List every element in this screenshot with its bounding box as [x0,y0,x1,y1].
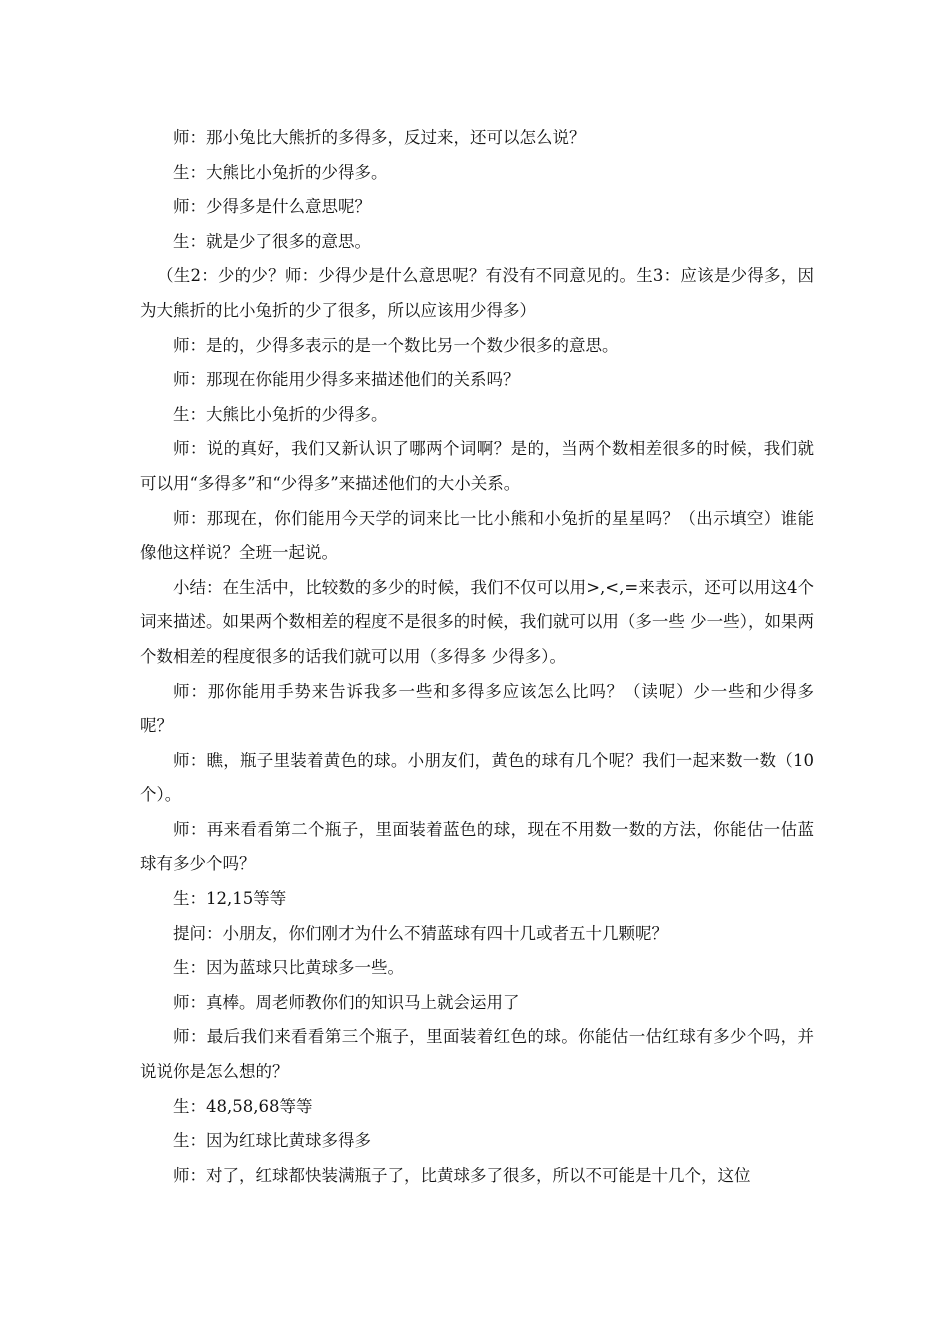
paragraph: 生：因为蓝球只比黄球多一些。 [173,958,404,978]
paragraph: 师：那你能用手势来告诉我多一些和多得多应该怎么比吗？（读呢）少一些和少得多呢？ [140,681,814,736]
paragraph: 师：瞧，瓶子里装着黄色的球。小朋友们，黄色的球有几个呢？我们一起来数一数（10个）。 [140,750,814,805]
paragraph: 师：真棒。周老师教你们的知识马上就会运用了 [173,992,520,1012]
paragraph: 师：那小兔比大熊折的多得多，反过来，还可以怎么说？ [173,128,586,147]
paragraph: 师：少得多是什么意思呢？ [173,197,371,217]
paragraph: 生：就是少了很多的意思。 [173,231,371,251]
paragraph: 师：最后我们来看看第三个瓶子，里面装着红色的球。你能估一估红球有多少个吗，并说说你是怎么想的？ [140,1027,814,1082]
paragraph: 师：那现在你能用少得多来描述他们的关系吗？ [173,370,520,390]
paragraph: 提问：小朋友，你们刚才为什么不猜蓝球有四十几或者五十几颗呢？ [173,923,668,943]
paragraph: 生：因为红球比黄球多得多 [173,1131,371,1151]
paragraph: 生：大熊比小兔折的少得多。 [173,404,388,424]
paragraph: 生：大熊比小兔折的少得多。 [173,162,388,182]
paragraph: 师：说的真好，我们又新认识了哪两个词啊？是的，当两个数相差很多的时候，我们就可以用“多得多”和“少得多”来描述他们的大小关系。 [140,439,814,493]
paragraph: 师：是的，少得多表示的是一个数比另一个数少很多的意思。 [173,335,619,355]
paragraph: 生：12,15等等 [173,889,287,909]
paragraph: （生2：少的少？师：少得少是什么意思呢？有没有不同意见的。生3：应该是少得多，因为大熊折的比小兔折的少了很多，所以应该用少得多） [140,266,814,320]
paragraph: 师：对了，红球都快装满瓶子了，比黄球多了很多，所以不可能是十几个，这位 [173,1165,751,1185]
paragraph: 师：再来看看第二个瓶子，里面装着蓝色的球，现在不用数一数的方法，你能估一估蓝球有多少个吗？ [140,819,814,874]
document-body [140,121,814,1193]
paragraph: 生：48,58,68等等 [173,1096,313,1116]
summary-paragraph: 小结：在生活中，比较数的多少的时候，我们不仅可以用>,<,=来表示，还可以用这4个词来描述。如果两个数相差的程度不是很多的时候，我们就可以用（多一些 少一些），如果两个数相差的程度很多的话我们就可以用（多得多 少得多）。 [140,577,814,666]
paragraph: 师：那现在，你们能用今天学的词来比一比小熊和小兔折的星星吗？（出示填空）谁能像他这样说？全班一起说。 [140,508,814,563]
